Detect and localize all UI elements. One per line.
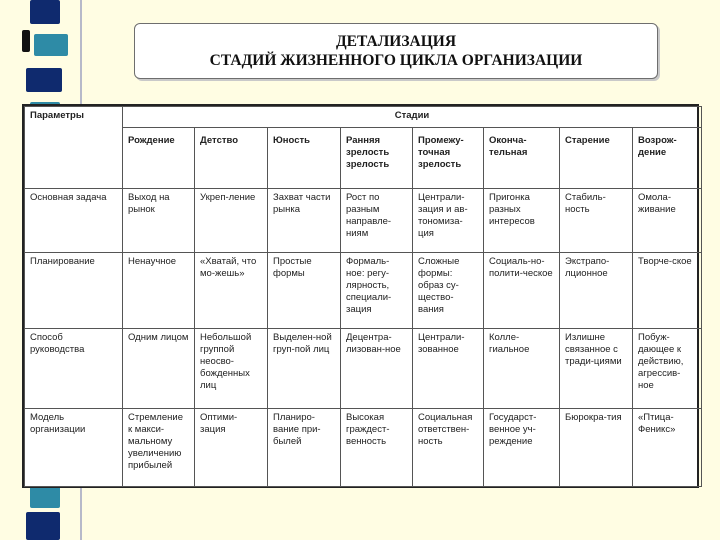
lifecycle-table (22, 104, 699, 488)
stage-name: Юность (268, 128, 341, 189)
table-grid (24, 106, 702, 487)
table-cell: Пригонка разных интересов (484, 189, 560, 253)
stage-name: Рождение (123, 128, 195, 189)
table-cell: Укреп-ление (195, 189, 268, 253)
table-cell: Централи-зованное (413, 329, 484, 409)
param-cell: Способ руководства (25, 329, 123, 409)
table-cell: Выход на рынок (123, 189, 195, 253)
table-cell: Децентра-лизован-ное (341, 329, 413, 409)
strip-block (30, 0, 60, 24)
table-cell: Рост по разным направле-ниям (341, 189, 413, 253)
title-line-1: ДЕТАЛИЗАЦИЯ (335, 33, 457, 50)
table-row (25, 253, 702, 329)
param-cell: Модель организации (25, 409, 123, 487)
table-cell: Стабиль-ность (560, 189, 633, 253)
table-cell: Простые формы (268, 253, 341, 329)
table-cell: Сложные формы: образ су-ществo-вания (413, 253, 484, 329)
table-cell: Социальная ответствен-ность (413, 409, 484, 487)
stage-name: Оконча-тельная (484, 128, 560, 189)
strip-block (34, 34, 68, 56)
table-cell: Ненаучное (123, 253, 195, 329)
table-cell: Формаль-ное: регу-лярность, специали-зация (341, 253, 413, 329)
table-cell: Небольшой группой неосво-божденных лиц (195, 329, 268, 409)
table-cell: Государст-венное уч-реждение (484, 409, 560, 487)
table-cell: Побуж-дающее к действию, агрессив-ное (633, 329, 702, 409)
stage-names-row (25, 128, 702, 189)
stage-name: Ранняя зрелость зрелость (341, 128, 413, 189)
stage-name: Промежу-точная зрелость (413, 128, 484, 189)
table-cell: «Птица-Феникс» (633, 409, 702, 487)
header-row (25, 107, 702, 128)
strip-block (30, 486, 60, 508)
table-cell: Одним лицом (123, 329, 195, 409)
stages-header: Стадии (123, 107, 702, 128)
table-cell: Планиро-вание при-былей (268, 409, 341, 487)
table-cell: Колле-гиальное (484, 329, 560, 409)
table-row (25, 409, 702, 487)
strip-block (26, 68, 62, 92)
stage-name: Детство (195, 128, 268, 189)
table-cell: Захват части рынка (268, 189, 341, 253)
table-cell: Выделен-ной груп-пой лиц (268, 329, 341, 409)
table-row (25, 189, 702, 253)
table-cell: Излишне связанное с тради-циями (560, 329, 633, 409)
table-cell: Бюрокра-тия (560, 409, 633, 487)
param-cell: Планирование (25, 253, 123, 329)
strip-block (26, 512, 60, 540)
table-cell: Экстрапо-лционное (560, 253, 633, 329)
stage-name: Возрож-дение (633, 128, 702, 189)
title-line-2: СТАДИЙ ЖИЗНЕННОГО ЦИКЛА ОРГАНИЗАЦИИ (209, 52, 583, 69)
table-cell: Оптими-зация (195, 409, 268, 487)
table-cell: Высокая граждест-венность (341, 409, 413, 487)
table-cell: Омола-живание (633, 189, 702, 253)
table-cell: Творче-ское (633, 253, 702, 329)
stage-name: Старение (560, 128, 633, 189)
param-cell: Основная задача (25, 189, 123, 253)
table-row (25, 329, 702, 409)
strip-block (22, 30, 30, 52)
table-cell: «Хватай, что мо-жешь» (195, 253, 268, 329)
table-cell: Социаль-но-полити-ческое (484, 253, 560, 329)
table-cell: Централи-зация и ав-тономиза-ция (413, 189, 484, 253)
table-cell: Стремление к макси-мальному увеличению прибылей (123, 409, 195, 487)
params-header: Параметры (25, 107, 123, 189)
slide-title (134, 23, 658, 79)
